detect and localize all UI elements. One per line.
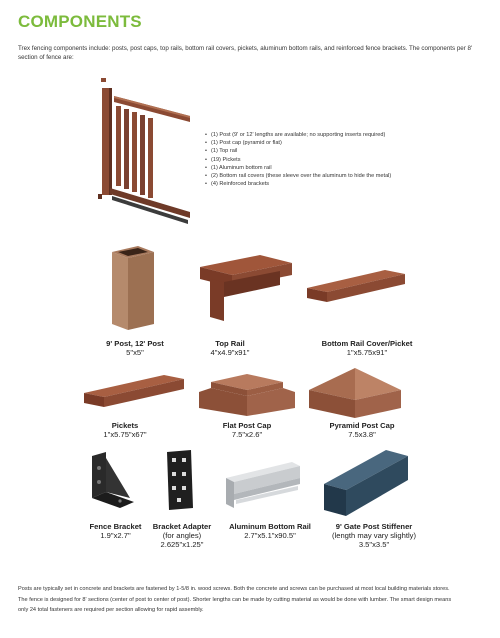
caption-aluminum-bottom-rail — [220, 522, 320, 540]
component-name: 9' Post, 12' Post — [106, 339, 164, 348]
component-name: Bracket Adapter — [152, 522, 212, 531]
bottom-rail-cover-illustration — [305, 268, 407, 308]
bracket-adapter-illustration — [163, 450, 197, 512]
component-name: Pickets — [111, 421, 139, 430]
component-dims: 1"x5.75"x67" — [103, 430, 147, 439]
footer-paragraph — [18, 584, 488, 616]
list-item: • (1) Post cap (pyramid or flat) — [205, 139, 391, 147]
list-item: • (1) Post (9' or 12' lengths are available; no supporting inserts required) — [205, 131, 391, 139]
post-illustration — [108, 244, 158, 332]
list-item: • (2) Bottom rail covers (these sleeve over the aluminum to hide the metal) — [205, 172, 391, 180]
list-item: • (4) Reinforced brackets — [205, 180, 391, 188]
flat-post-cap-illustration — [197, 372, 297, 418]
components-list — [205, 131, 391, 188]
aluminum-bottom-rail-illustration — [222, 462, 302, 512]
fence-bracket-illustration — [86, 452, 136, 508]
component-dims: (length may vary slightly) — [332, 531, 416, 540]
footer-line: only 24 total fasteners are required per section allowing for rapid assembly. — [18, 607, 204, 613]
caption-post — [85, 339, 185, 357]
caption-gate-post-stiffener — [318, 522, 430, 549]
list-item: • (1) Aluminum bottom rail — [205, 164, 391, 172]
footer-line: The fence is designed for 8' sections (center of post to center of post). Shorter lengths can be made by cutting material as would be done with lumber. The smart design means — [18, 596, 452, 603]
gate-post-stiffener-illustration — [322, 450, 412, 520]
intro-paragraph: Trex fencing components include: posts, post caps, top rails, bottom rail covers, pickets, aluminum bottom rails, and reinforced fence brackets. The components per 8' section of fence are: — [18, 45, 473, 61]
picket-illustration — [82, 373, 187, 413]
component-dims: 1.9"x2.7" — [100, 531, 131, 540]
component-dims: 1"x5.75x91" — [346, 348, 388, 357]
component-dims: 4"x4.9"x91" — [210, 348, 250, 357]
component-dims: 7.5"x2.6" — [231, 430, 263, 439]
component-dims: (for angles) — [162, 531, 202, 540]
caption-bottom-rail-cover — [302, 339, 432, 357]
component-name: Fence Bracket — [89, 522, 142, 531]
fence-section-illustration — [98, 78, 198, 228]
list-item: • (1) Top rail — [205, 147, 391, 155]
component-dims: 2.7"x5.1"x90.5" — [244, 531, 296, 540]
caption-top-rail — [180, 339, 280, 357]
footer-line: Posts are typically set in concrete and brackets are fastened by 1-5/8 in. wood screws. Both the concrete and screws can be purchased at most local building materials stores. — [18, 586, 450, 592]
caption-fence-bracket — [78, 522, 153, 540]
caption-flat-post-cap — [197, 421, 297, 439]
caption-pickets — [75, 421, 175, 439]
component-name: Flat Post Cap — [222, 421, 272, 430]
top-rail-illustration — [200, 255, 295, 323]
page-title: COMPONENTS — [18, 12, 142, 31]
component-dims: 5"x5" — [126, 348, 144, 357]
component-name: 9' Gate Post Stiffener — [335, 522, 413, 531]
component-name: Aluminum Bottom Rail — [229, 522, 311, 531]
component-dims-secondary: 3.5"x3.5" — [358, 540, 390, 549]
component-name: Pyramid Post Cap — [329, 421, 395, 430]
component-dims: 7.5x3.8" — [348, 430, 376, 439]
caption-pyramid-post-cap — [307, 421, 417, 439]
pyramid-post-cap-illustration — [305, 366, 405, 420]
caption-bracket-adapter — [145, 522, 219, 549]
component-name: Bottom Rail Cover/Picket — [321, 339, 413, 348]
component-name: Top Rail — [215, 339, 245, 348]
component-dims-secondary: 2.625"x1.25" — [160, 540, 204, 549]
list-item: • (19) Pickets — [205, 156, 391, 164]
